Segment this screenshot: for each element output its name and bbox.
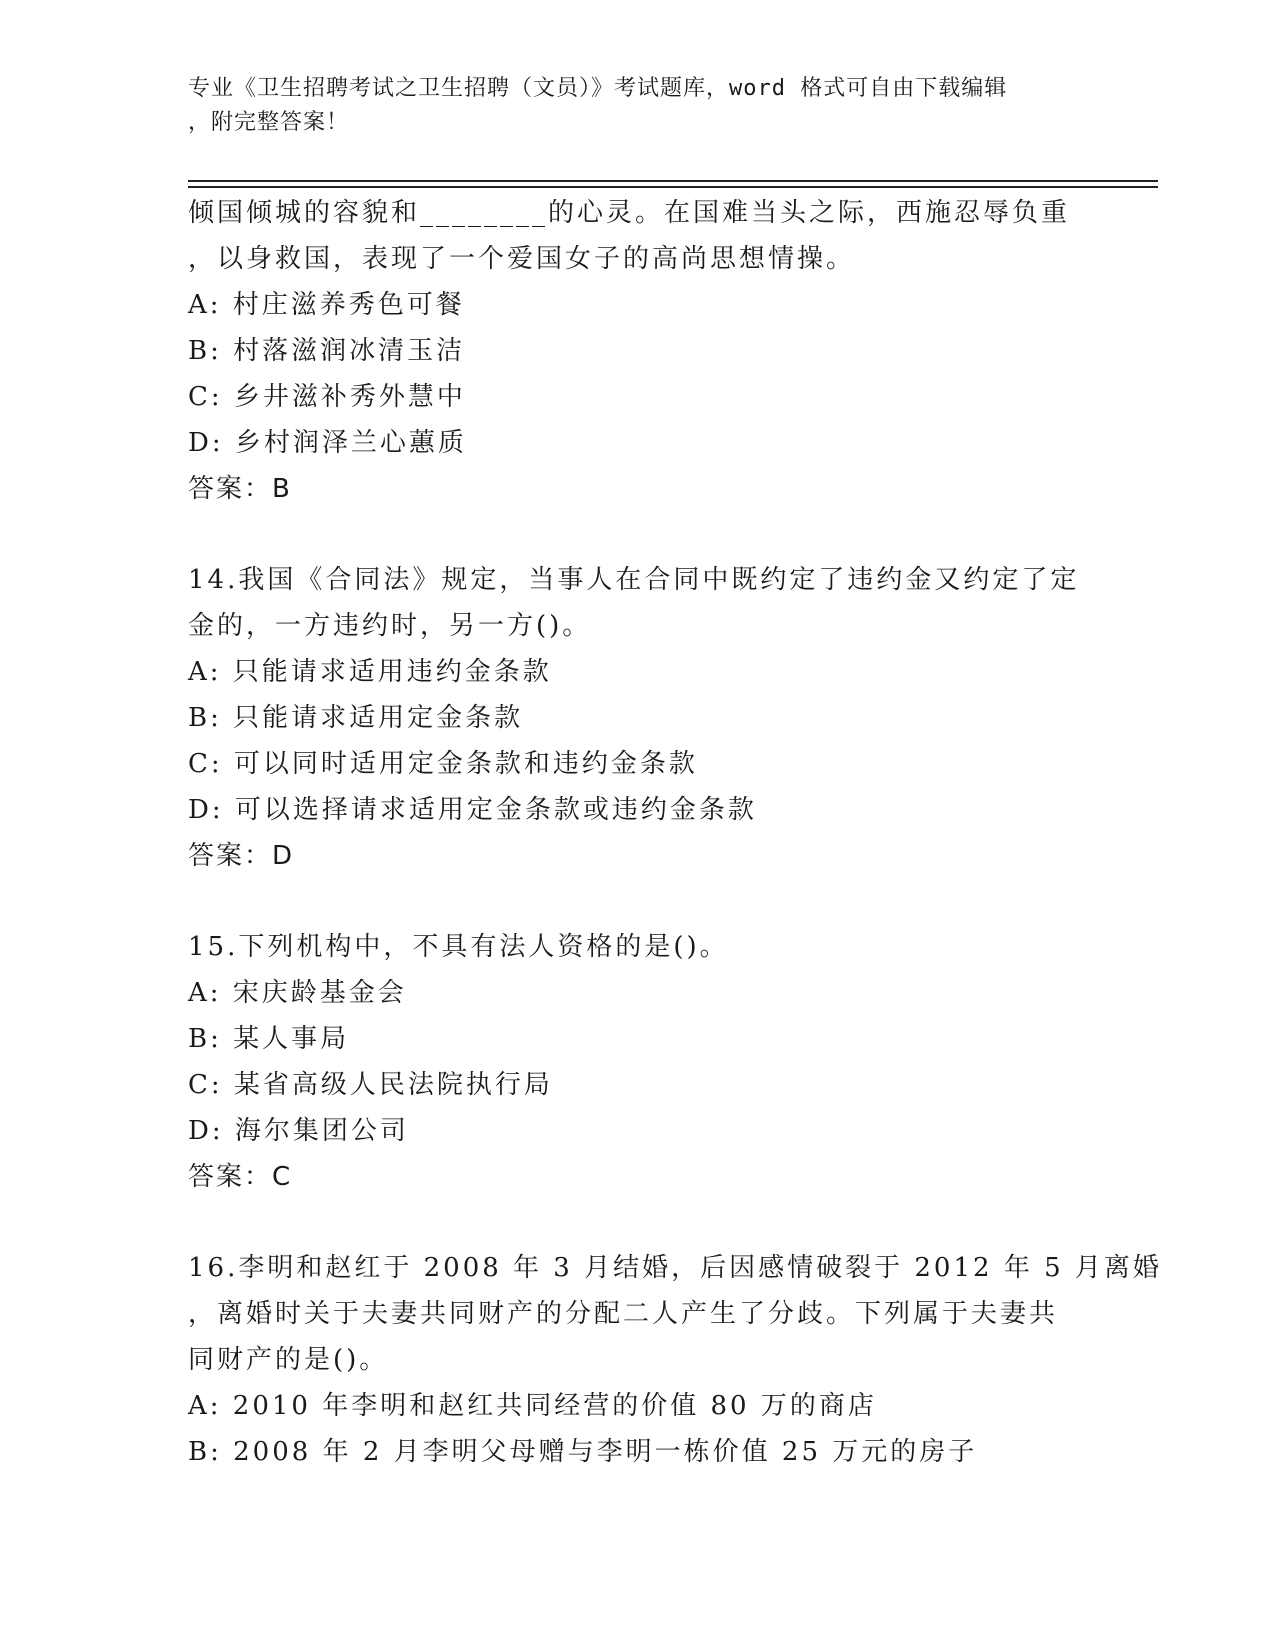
- option-d: D: 海尔集团公司: [188, 1116, 409, 1146]
- option-b: B: 2008 年 2 月李明父母赠与李明一栋价值 25 万元的房子: [188, 1437, 978, 1467]
- option-b: B: 某人事局: [188, 1024, 350, 1054]
- question-15: [188, 924, 1088, 1200]
- question-13: [188, 190, 1088, 512]
- option-d: D: 乡村润泽兰心蕙质: [188, 428, 467, 458]
- answer: 答案：C: [188, 1162, 293, 1192]
- option-b: B: 村落滋润冰清玉洁: [188, 336, 466, 366]
- question-text: 15.下列机构中，不具有法人资格的是()。: [188, 932, 729, 962]
- option-d: D: 可以选择请求适用定金条款或违约金条款: [188, 795, 757, 825]
- option-c: C: 乡井滋补秀外慧中: [188, 382, 466, 412]
- header-rule-top: [188, 180, 1158, 182]
- question-text: 倾国倾城的容貌和________的心灵。在国难当头之际，西施忍辱负重: [188, 198, 1071, 228]
- answer: 答案：B: [188, 474, 292, 504]
- option-a: A: 2010 年李明和赵红共同经营的价值 80 万的商店: [188, 1391, 877, 1421]
- option-c: C: 可以同时适用定金条款和违约金条款: [188, 749, 698, 779]
- header-rule-bottom: [188, 186, 1158, 188]
- option-b: B: 只能请求适用定金条款: [188, 703, 524, 733]
- document-header: [188, 72, 1088, 140]
- question-text: 16.李明和赵红于 2008 年 3 月结婚，后因感情破裂于 2012 年 5 月离婚: [188, 1253, 1162, 1283]
- spacer: [188, 512, 1088, 557]
- spacer: [188, 879, 1088, 924]
- spacer: [188, 1200, 1088, 1245]
- option-c: C: 某省高级人民法院执行局: [188, 1070, 553, 1100]
- header-line-1: 专业《卫生招聘考试之卫生招聘（文员）》考试题库，word 格式可自由下载编辑: [188, 76, 1008, 101]
- question-text: 14.我国《合同法》规定，当事人在合同中既约定了违约金又约定了定: [188, 565, 1080, 595]
- question-text: ，离婚时关于夫妻共同财产的分配二人产生了分歧。下列属于夫妻共: [188, 1299, 1059, 1329]
- question-14: [188, 557, 1088, 879]
- header-line-2: ，附完整答案！: [188, 110, 350, 135]
- question-text: 同财产的是()。: [188, 1345, 389, 1375]
- question-content: [188, 190, 1162, 1475]
- option-a: A: 只能请求适用违约金条款: [188, 657, 552, 687]
- question-text: 金的，一方违约时，另一方()。: [188, 611, 592, 641]
- answer: 答案：D: [188, 841, 295, 871]
- option-a: A: 宋庆龄基金会: [188, 978, 407, 1008]
- question-16: [188, 1245, 1162, 1475]
- option-a: A: 村庄滋养秀色可餐: [188, 290, 465, 320]
- question-text: ，以身救国，表现了一个爱国女子的高尚思想情操。: [188, 244, 856, 274]
